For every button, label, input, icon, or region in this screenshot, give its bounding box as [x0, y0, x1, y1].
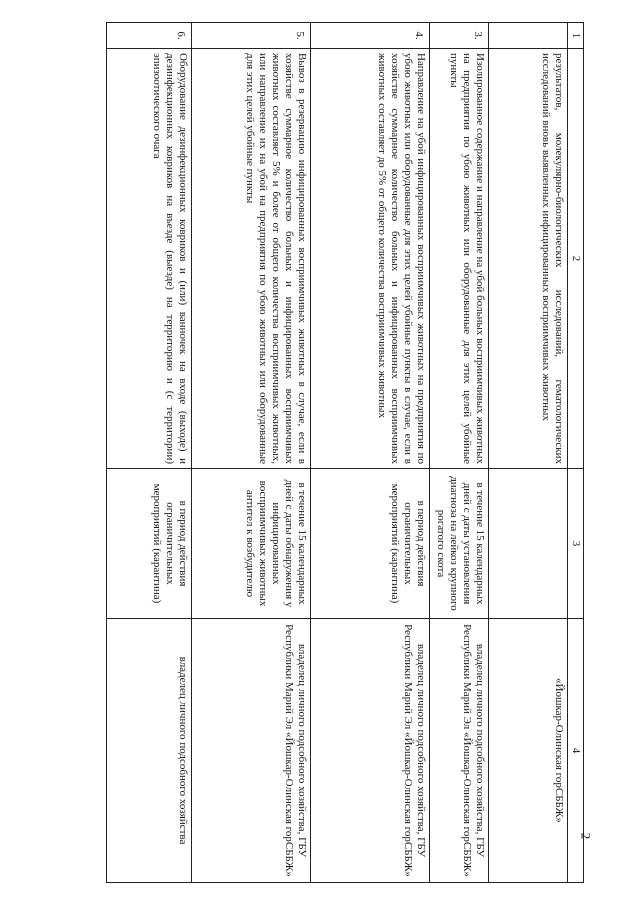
row-responsible: владелец личного подсобного хозяйства, ГБУ Республики Марий Эл «Йошкар-Олинская горСББЖ» — [430, 619, 489, 883]
row-number — [489, 23, 568, 49]
row-responsible: владелец личного подсобного хозяйства, ГБУ Республики Марий Эл «Йошкар-Олинская горСББЖ» — [192, 619, 311, 883]
row-responsible: владелец личного подсобного хозяйства, ГБУ Республики Марий Эл «Йошкар-Олинская горСББЖ» — [311, 619, 430, 883]
table-header-row — [568, 23, 584, 883]
row-measure: Оборудование дезинфекционных ковриков и (или) ванночек на входе (выходе) и дезинфекционных ковриков на въезде (выезде) на территорию и (с территории) эпизоотического очага — [107, 49, 192, 469]
row-responsible: владелец личного подсобного хозяйства — [107, 619, 192, 883]
measures-table — [106, 22, 584, 883]
row-measure: результатов, молекулярно-биологических исследований, гематологических исследований вновь выявленных инфицированных восприимчивых животных — [489, 49, 568, 469]
row-number: 3. — [430, 23, 489, 49]
table-row — [192, 23, 311, 883]
row-term — [489, 469, 568, 619]
header-col-3: 3 — [568, 469, 584, 619]
row-term: в течение 15 календарных дней с даты установления диагноза на лейкоз крупного рогатого скота — [430, 469, 489, 619]
document-table-rotated — [24, 22, 584, 882]
row-term: в период действия ограничительных мероприятий (карантина) — [311, 469, 430, 619]
table-row — [311, 23, 430, 883]
header-col-4: 4 — [568, 619, 584, 883]
table-row — [107, 23, 192, 883]
table-row — [430, 23, 489, 883]
row-measure: Направление на убой инфицированных восприимчивых животных на предприятия по убою животных или оборудованные для этих целей убойные пункты в случае, если в хозяйстве суммарное количество больных и инфицированных восприимчивых животных составляет до 5% от общего количества восприимчивых животных — [311, 49, 430, 469]
row-measure: Изолированное содержание и направление на убой больных восприимчивых животных на предприятия по убою животных или оборудованные для этих целей убойные пункты — [430, 49, 489, 469]
row-responsible: «Йошкар-Олинская горСББЖ» — [489, 619, 568, 883]
row-measure: Вывоз в резервацию инфицированных восприимчивых животных в случае, если в хозяйстве суммарное количество больных и инфицированных восприимчивых животных составляет 5% и более от общего количества восприимчивых животных, или направление их на убой на предприятия по убою животных или оборудованные для этих целей убойные пункты — [192, 49, 311, 469]
page-number: 2 — [577, 832, 593, 840]
row-term: в течение 15 календарных дней с даты обнаружения у инфицированных восприимчивых животных антител к возбудителю — [192, 469, 311, 619]
row-number: 4. — [311, 23, 430, 49]
row-number: 6. — [107, 23, 192, 49]
row-number: 5. — [192, 23, 311, 49]
table-row — [489, 23, 568, 883]
header-col-2: 2 — [568, 49, 584, 469]
header-col-1: 1 — [568, 23, 584, 49]
row-term: в период действия ограничительных мероприятий (карантина) — [107, 469, 192, 619]
